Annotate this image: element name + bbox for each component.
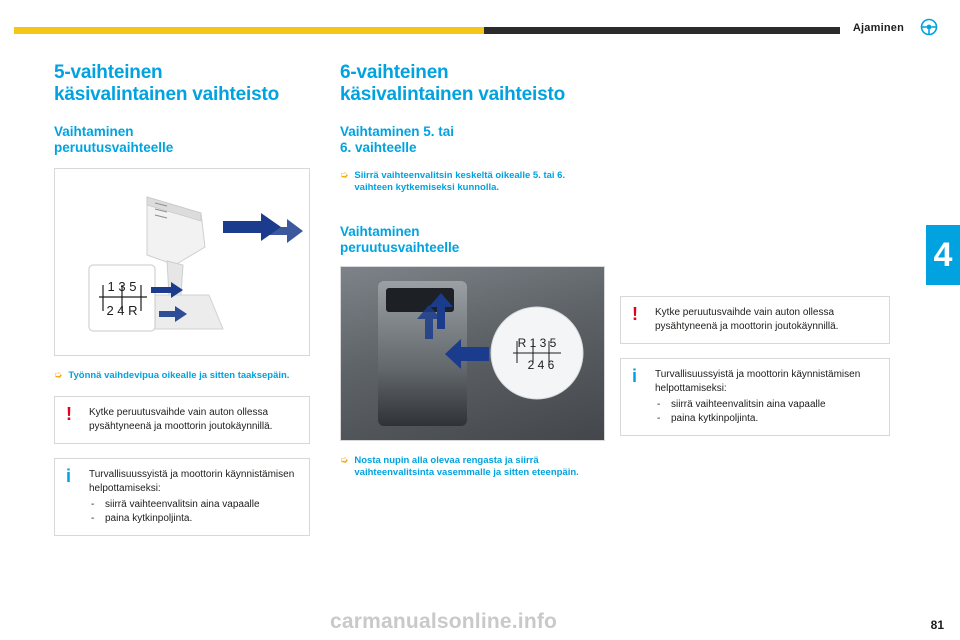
info-list-item — [655, 412, 879, 426]
subtitle-middle-2 — [340, 224, 605, 256]
warning-text-left: Kytke peruutusvaihde vain auton ollessa pysähtyneenä ja moottorin joutokäynnillä. — [89, 407, 273, 432]
subtitle-left-line1: Vaihtaminen — [54, 124, 134, 139]
watermark-brand: carmanualsonline.info — [330, 610, 558, 633]
instruction-middle-2-line3: eteenpäin. — [531, 467, 579, 478]
info-item-label: paina kytkinpoljinta. — [105, 512, 193, 524]
info-text-right: Turvallisuussyistä ja moottorin käynnistämisen helpottamiseksi: — [655, 369, 861, 394]
middle-column — [340, 62, 605, 479]
instruction-middle-1-line1: Siirrä vaihteenvalitsin keskeltä oikealle — [354, 170, 531, 181]
subtitle-middle-1-line2: 6. vaihteelle — [340, 140, 417, 155]
dash-marker: - — [91, 499, 95, 510]
subtitle-left — [54, 124, 310, 156]
info-list-item — [89, 498, 299, 512]
page-title-middle-line1: 6-vaihteinen — [340, 62, 449, 83]
instruction-middle-2-line2: vaihteenvalitsinta vasemmalle ja sitten — [354, 467, 530, 478]
gear-knob-diagram — [54, 168, 310, 356]
dash-marker: - — [657, 399, 661, 410]
page-title-left — [54, 62, 310, 106]
header-accent-bar-yellow — [14, 27, 484, 34]
subtitle-middle-1-line1: Vaihtaminen 5. tai — [340, 124, 455, 139]
svg-text:2 4 R: 2 4 R — [106, 303, 138, 318]
warning-icon: ! — [632, 304, 638, 324]
instruction-left-line2: taaksepäin. — [237, 370, 290, 381]
info-text-left: Turvallisuussyistä ja moottorin käynnistämisen helpottamiseksi: — [89, 469, 295, 494]
dash-marker: - — [91, 512, 95, 524]
page-number: 81 — [930, 618, 944, 632]
warning-icon: ! — [66, 404, 72, 424]
right-column — [620, 296, 890, 436]
arrow-bullet-icon: ➭ — [54, 370, 63, 381]
page-title-middle-line2: käsivalintainen vaihteisto — [340, 84, 565, 105]
info-item-label: siirrä vaihteenvalitsin aina vapaalle — [105, 499, 260, 510]
dash-marker: - — [657, 412, 661, 424]
center-console-photo — [340, 266, 605, 441]
instruction-middle-2 — [340, 455, 605, 479]
chapter-tab-strip — [840, 0, 960, 60]
arrow-bullet-icon: ➭ — [340, 170, 349, 181]
subtitle-middle-2-line2: peruutusvaihteelle — [340, 240, 460, 255]
instruction-middle-2-line1: Nosta nupin alla olevaa rengasta ja siirrä — [354, 455, 539, 466]
chapter-title: Ajaminen — [852, 22, 904, 34]
warning-text-right: Kytke peruutusvaihde vain auton ollessa pysähtyneenä ja moottorin joutokäynnillä. — [655, 307, 839, 332]
svg-text:R 1 3 5: R 1 3 5 — [517, 336, 557, 350]
info-list-item — [89, 512, 299, 526]
info-box-right — [620, 358, 890, 436]
instruction-middle-1-line2: 5. tai 6. vaihteen kytkemiseksi kunnolla. — [354, 170, 566, 193]
page-title-left-line1: 5-vaihteinen — [54, 62, 163, 83]
instruction-left-line1: Työnnä vaihdevipua oikealle ja sitten — [68, 370, 236, 381]
left-column — [54, 62, 310, 536]
chapter-number-badge: 4 — [926, 225, 960, 285]
svg-text:1 3 5: 1 3 5 — [107, 279, 137, 294]
info-box-left — [54, 458, 310, 536]
info-icon: i — [632, 366, 638, 386]
page-title-left-line2: käsivalintainen vaihteisto — [54, 84, 279, 105]
subtitle-middle-1 — [340, 124, 605, 156]
info-item-label: paina kytkinpoljinta. — [671, 412, 759, 424]
subtitle-middle-2-line1: Vaihtaminen — [340, 224, 420, 239]
instruction-left — [54, 370, 310, 382]
warning-box-right — [620, 296, 890, 344]
warning-box-left — [54, 396, 310, 444]
info-icon: i — [66, 466, 72, 486]
info-list-item — [655, 398, 879, 412]
subtitle-left-line2: peruutusvaihteelle — [54, 140, 174, 155]
steering-wheel-icon — [918, 18, 940, 36]
instruction-middle-1 — [340, 170, 605, 194]
svg-text:2 4 6: 2 4 6 — [527, 358, 555, 372]
shift-arrows-overlay — [341, 267, 604, 440]
page-title-middle — [340, 62, 605, 106]
arrow-bullet-icon: ➭ — [340, 455, 349, 466]
info-item-label: siirrä vaihteenvalitsin aina vapaalle — [671, 399, 826, 410]
